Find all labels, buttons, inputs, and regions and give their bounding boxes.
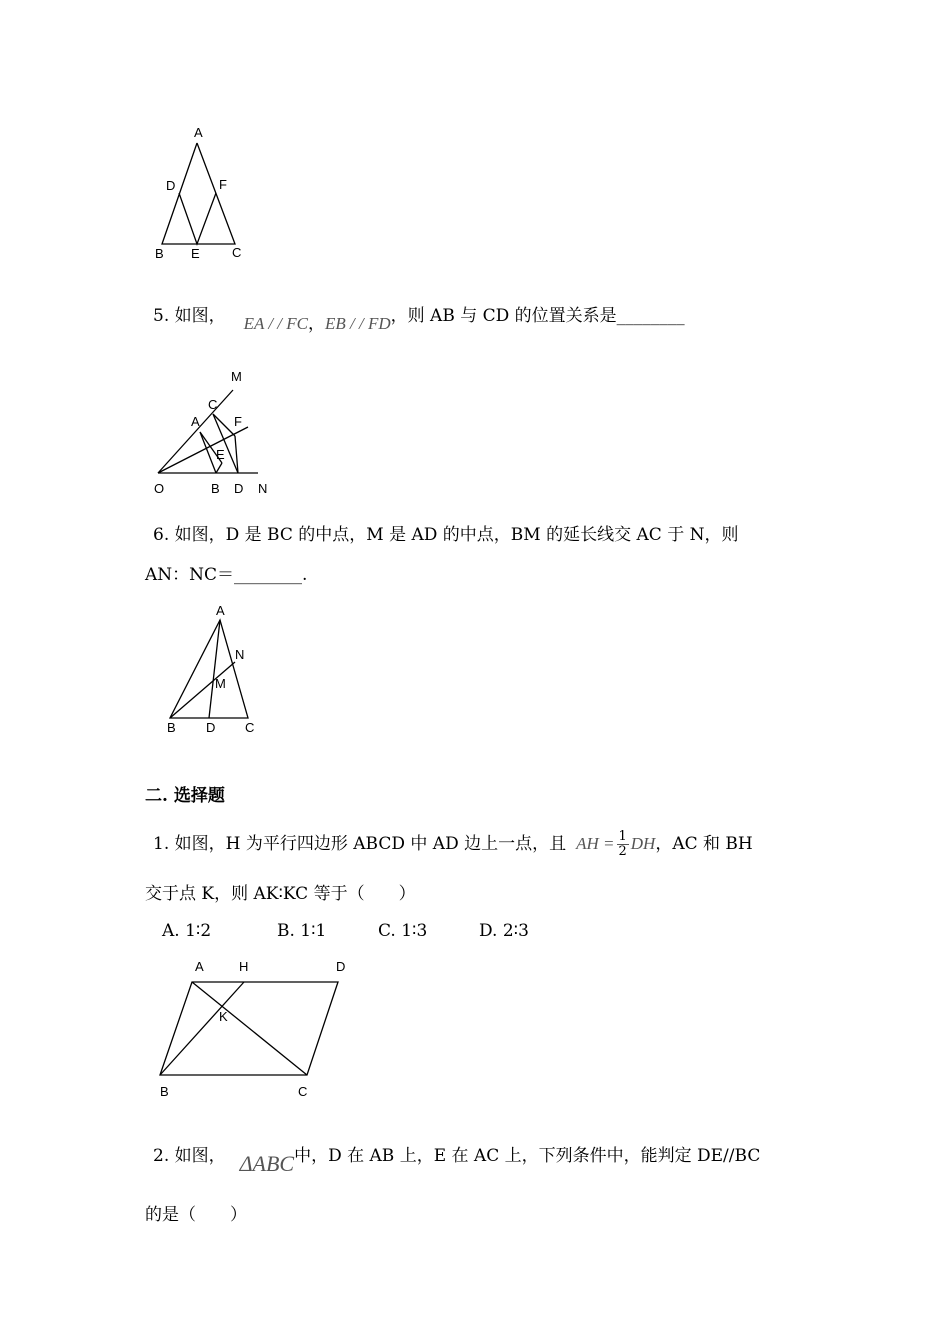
question-5 [153,305,685,334]
mc2-math-triangle: ΔABC [239,1151,295,1176]
question-6-line-2: AN：NC＝________. [145,565,308,585]
mc-1-option-c: C. 1∶3 [378,921,428,941]
fig2-label-m: M [231,369,242,384]
q5-math-ea-fc: EA / / FC [243,314,309,333]
q5-math-eb-fd: EB / / FD [325,314,391,333]
fig1-outline [162,143,235,244]
fig2-label-d: D [234,481,244,496]
section-2-title: 二. 选择题 [145,786,225,806]
question-6-line-1: 6. 如图，D 是 BC 的中点，M 是 AD 的中点，BM 的延长线交 AC 于 N，则 [153,525,739,545]
mc-2-line-2: 的是（ ） [145,1205,247,1225]
fig1-label-e: E [191,246,200,261]
fig2-label-n: N [258,481,268,496]
fig2-seg-ab [200,432,216,473]
fig1-label-c: C [232,245,242,260]
mc-1-option-b: B. 1∶1 [277,921,327,941]
mc2-prefix: 2. 如图， [153,1146,226,1166]
fig2-label-b: B [211,481,220,496]
fig2-label-o: O [154,481,165,496]
fig1-label-d: D [166,178,176,193]
mc1-frac-den: 2 [618,844,627,859]
mc-1-option-a: A. 1∶2 [162,921,212,941]
mc2-suffix: 中，D 在 AB 上，E 在 AC 上，下列条件中，能判定 DE//BC [294,1146,761,1166]
q5-suffix: ，则 AB 与 CD 的位置关系是________ [390,306,685,326]
fig3-label-c: C [245,720,255,735]
fig2-label-c: C [208,397,218,412]
mc-1-line-1 [153,830,753,859]
fig2-label-a: A [191,414,200,429]
fig4-label-b: B [160,1084,169,1099]
fig2-label-f: F [234,414,242,429]
fig1-label-f: F [219,177,227,192]
figure-triangle-median [160,600,270,740]
mc-1-option-d: D. 2∶3 [479,921,529,941]
fig4-label-c: C [298,1084,308,1099]
fig4-diagonal-ac [192,982,307,1075]
mc1-math-dh: DH [630,834,656,853]
fig2-seg-cf [213,414,235,436]
figure-parallelogram [150,955,365,1105]
fig3-label-n: N [235,647,245,662]
mc1-prefix: 1. 如图，H 为平行四边形 ABCD 中 AD 边上一点，且 [153,834,567,854]
fig1-inner-lines [179,193,216,244]
mc1-fraction [617,830,629,859]
fig3-median-ad [209,620,220,718]
fig4-label-d: D [336,959,346,974]
fig1-label-b: B [155,246,164,261]
fig2-label-e: E [216,447,225,462]
mc1-frac-num: 1 [618,829,627,844]
fig4-label-h: H [239,959,249,974]
fig3-label-m: M [215,676,226,691]
fig3-label-b: B [167,720,176,735]
fig3-label-a: A [216,603,225,618]
figure-triangle-def [150,120,260,265]
q5-prefix: 5. 如图， [153,306,226,326]
mc1-math-ah: AH = [576,834,615,853]
mc-1-line-2: 交于点 K，则 AK∶KC 等于（ ） [145,884,416,904]
q5-separator: ， [308,314,326,334]
figure-angle-parallel [150,365,280,500]
fig4-segment-bh [160,982,244,1075]
mc-2-line-1 [153,1143,761,1176]
fig3-triangle [170,620,248,718]
fig3-label-d: D [206,720,216,735]
fig1-label-a: A [194,125,203,140]
mc1-suffix: ，AC 和 BH [655,834,753,854]
fig2-seg-eb [216,463,222,473]
fig4-label-a: A [195,959,204,974]
fig4-label-k: K [219,1009,228,1024]
